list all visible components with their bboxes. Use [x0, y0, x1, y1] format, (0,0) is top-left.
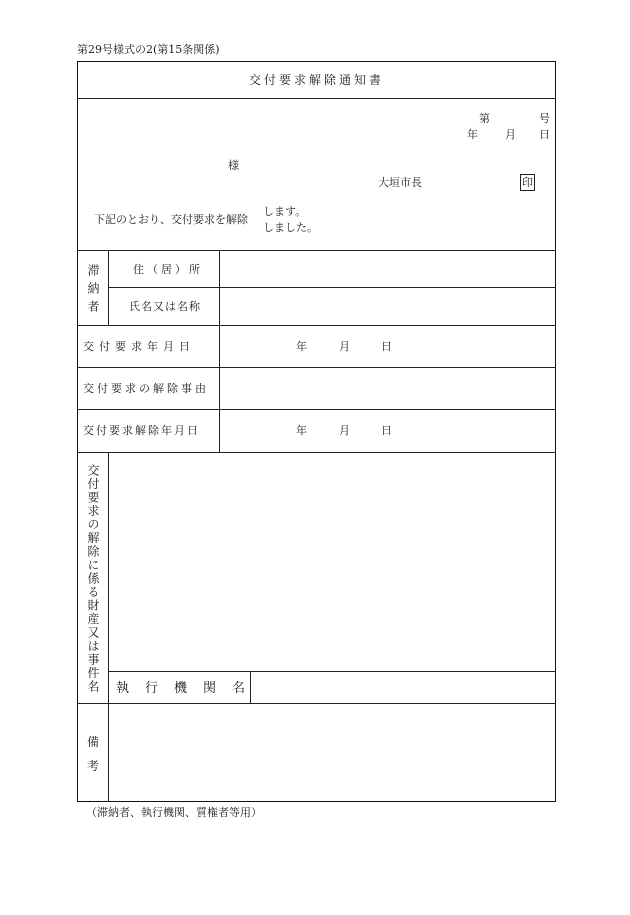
address-label: 住（居）所	[133, 263, 203, 276]
notice-option-will: します。	[263, 205, 307, 218]
request-date-year: 年	[296, 340, 307, 353]
date-month: 月	[505, 128, 516, 141]
rule-agency	[108, 671, 556, 672]
request-date-day: 日	[381, 340, 392, 353]
form-number: 第29号様式の2(第15条関係)	[77, 43, 220, 56]
issuer: 大垣市長	[378, 176, 422, 189]
date-year: 年	[467, 128, 478, 141]
release-date-year: 年	[296, 424, 307, 437]
remarks-label-1: 備	[87, 735, 100, 749]
name-label: 氏名又は名称	[129, 300, 201, 313]
doc-number-suffix: 号	[539, 112, 550, 125]
notice-text: 下記のとおり、交付要求を解除	[94, 213, 248, 226]
addressee-suffix: 様	[228, 159, 239, 172]
release-reason-label: 交付要求の解除事由	[83, 382, 209, 395]
rule-title	[77, 98, 556, 99]
rule-header	[77, 250, 556, 251]
property-label: 交付要求の解除に係る財産又は事件名	[86, 464, 100, 694]
delinquent-label: 滞納者	[86, 264, 100, 318]
release-date-label: 交付要求解除年月日	[83, 424, 200, 437]
form-title: 交付要求解除通知書	[248, 73, 384, 87]
notice-option-did: しました。	[263, 221, 318, 234]
rule-v-delinquent	[108, 250, 109, 325]
date-day: 日	[539, 128, 550, 141]
seal-mark: 印	[522, 176, 533, 189]
rule-v-property	[108, 452, 109, 802]
doc-number-prefix: 第	[479, 112, 490, 125]
release-date-month: 月	[339, 424, 350, 437]
request-date-month: 月	[339, 340, 350, 353]
rule-release-date	[77, 452, 556, 453]
rule-delinquent	[77, 325, 556, 326]
agency-label: 執行機関名	[116, 681, 262, 696]
remarks-label-2: 考	[87, 759, 100, 773]
rule-release-reason	[77, 409, 556, 410]
release-date-day: 日	[381, 424, 392, 437]
request-date-label: 交付要求年月日	[83, 340, 195, 353]
rule-property	[77, 703, 556, 704]
rule-v-label-col	[219, 250, 220, 452]
rule-address	[108, 287, 556, 288]
footer-note: （滞納者、執行機関、質権者等用）	[86, 806, 262, 819]
rule-request-date	[77, 367, 556, 368]
